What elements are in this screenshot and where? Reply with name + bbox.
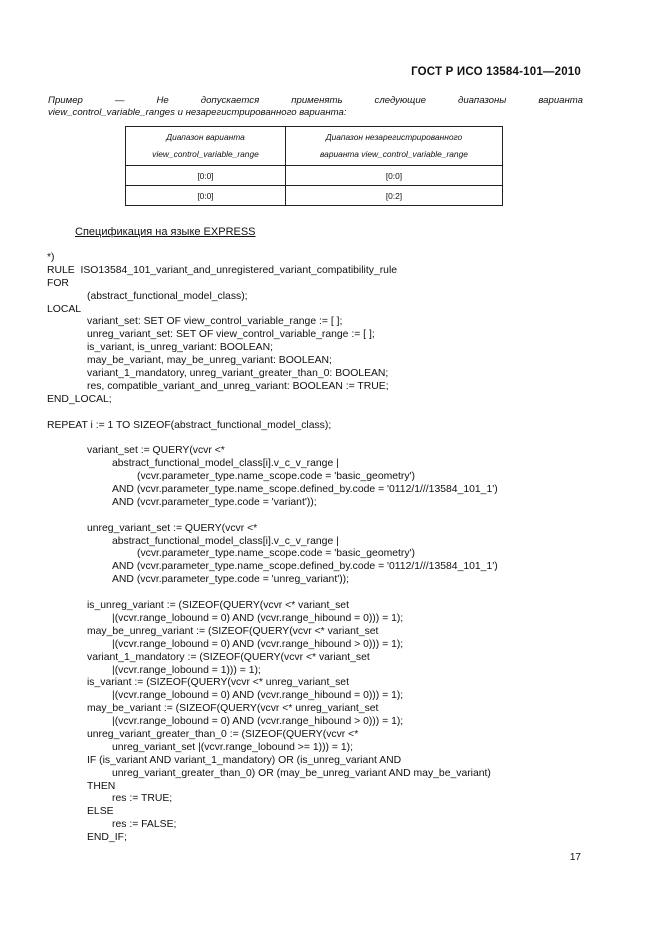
header-text-line: Диапазон незарегистрированного	[325, 132, 463, 142]
code-line: IF (is_variant AND variant_1_mandatory) OR (is_unreg_variant AND	[87, 754, 402, 766]
express-code-block	[47, 252, 627, 845]
table-cell: [0:0]	[285, 166, 502, 186]
code-line: abstract_functional_model_class[i].v_c_v_range |	[112, 458, 339, 470]
code-line: LOCAL	[47, 303, 82, 315]
table-header-row	[126, 127, 503, 166]
table-cell: [0:0]	[126, 186, 286, 206]
code-line: unreg_variant_greater_than_0) OR (may_be_unreg_variant AND may_be_variant)	[112, 767, 491, 779]
code-line: THEN	[87, 780, 116, 792]
code-line: |(vcvr.range_lobound = 0) AND (vcvr.range_hibound > 0))) = 1);	[112, 716, 404, 728]
code-line: res := FALSE;	[112, 819, 177, 831]
document-header: ГОСТ Р ИСО 13584-101—2010	[411, 66, 581, 78]
code-line: (vcvr.parameter_type.name_scope.code = 'basic_geometry')	[137, 548, 416, 560]
example-line-1: Пример — Не допускается применять следующие диапазоны варианта	[48, 95, 583, 106]
code-line: |(vcvr.range_lobound = 0) AND (vcvr.range_hibound > 0))) = 1);	[112, 638, 404, 650]
blank-line	[47, 587, 627, 600]
code-line: is_variant := (SIZEOF(QUERY(vcvr <* unreg_variant_set	[87, 677, 349, 689]
code-line: unreg_variant_set := QUERY(vcvr <*	[87, 522, 258, 534]
blank-line	[47, 432, 627, 445]
header-text-line: варианта view_control_variable_range	[320, 149, 468, 159]
code-line: variant_set: SET OF view_control_variable_range := [ ];	[87, 316, 343, 328]
page-number: 17	[569, 852, 581, 863]
code-line: AND (vcvr.parameter_type.name_scope.defined_by.code = '0112/1///13584_101_1')	[112, 484, 498, 496]
code-line: *)	[47, 252, 55, 263]
code-line: |(vcvr.range_lobound = 1))) = 1);	[112, 664, 261, 676]
code-line: unreg_variant_set: SET OF view_control_variable_range := [ ];	[87, 329, 375, 341]
code-line: unreg_variant_greater_than_0 := (SIZEOF(QUERY(vcvr <*	[87, 728, 359, 740]
code-line: may_be_variant, may_be_unreg_variant: BOOLEAN;	[87, 355, 332, 367]
code-line: |(vcvr.range_lobound = 0) AND (vcvr.range_hibound = 0))) = 1);	[112, 690, 404, 702]
code-line: END_LOCAL;	[47, 393, 112, 405]
code-line: may_be_variant := (SIZEOF(QUERY(vcvr <* unreg_variant_set	[87, 703, 379, 715]
code-line: AND (vcvr.parameter_type.code = 'unreg_variant'));	[112, 574, 349, 586]
code-line: res := TRUE;	[112, 793, 173, 805]
code-line: AND (vcvr.parameter_type.code = 'variant'));	[112, 496, 317, 508]
code-line: variant_1_mandatory := (SIZEOF(QUERY(vcvr <* variant_set	[87, 651, 370, 663]
code-line: |(vcvr.range_lobound = 0) AND (vcvr.range_hibound = 0))) = 1);	[112, 612, 404, 624]
code-line: FOR	[47, 277, 69, 289]
code-line: variant_1_mandatory, unreg_variant_greater_than_0: BOOLEAN;	[87, 368, 389, 380]
code-line: REPEAT i := 1 TO SIZEOF(abstract_functional_model_class);	[47, 419, 332, 431]
code-line: RULE ISO13584_101_variant_and_unregistered_variant_compatibility_rule	[47, 264, 398, 276]
code-line: is_variant, is_unreg_variant: BOOLEAN;	[87, 342, 273, 354]
code-line: may_be_unreg_variant := (SIZEOF(QUERY(vcvr <* variant_set	[87, 625, 379, 637]
table-header-cell	[126, 127, 286, 166]
code-line: (abstract_functional_model_class);	[87, 290, 248, 302]
code-line: abstract_functional_model_class[i].v_c_v_range |	[112, 535, 339, 547]
blank-line	[47, 510, 627, 523]
code-line: unreg_variant_set |(vcvr.range_lobound >= 1))) = 1);	[112, 741, 353, 753]
example-line-2: view_control_variable_ranges и незарегистрированного варианта:	[48, 107, 347, 118]
code-line: res, compatible_variant_and_unreg_variant: BOOLEAN := TRUE;	[87, 380, 389, 392]
table-cell: [0:2]	[285, 186, 502, 206]
code-line: is_unreg_variant := (SIZEOF(QUERY(vcvr <* variant_set	[87, 600, 349, 612]
table-row	[126, 186, 503, 206]
code-line: END_IF;	[87, 832, 127, 844]
code-line: AND (vcvr.parameter_type.name_scope.defined_by.code = '0112/1///13584_101_1')	[112, 561, 498, 573]
header-text-line: Диапазон варианта	[166, 132, 245, 142]
table-header-cell	[285, 127, 502, 166]
code-line: (vcvr.parameter_type.name_scope.code = 'basic_geometry')	[137, 471, 416, 483]
table-cell: [0:0]	[126, 166, 286, 186]
blank-line	[47, 407, 627, 420]
header-text-line: view_control_variable_range	[152, 149, 259, 159]
range-table	[125, 126, 503, 206]
section-title: Спецификация на языке EXPRESS	[75, 226, 256, 238]
code-line: variant_set := QUERY(vcvr <*	[87, 445, 225, 457]
table-row	[126, 166, 503, 186]
code-line: ELSE	[87, 806, 114, 818]
